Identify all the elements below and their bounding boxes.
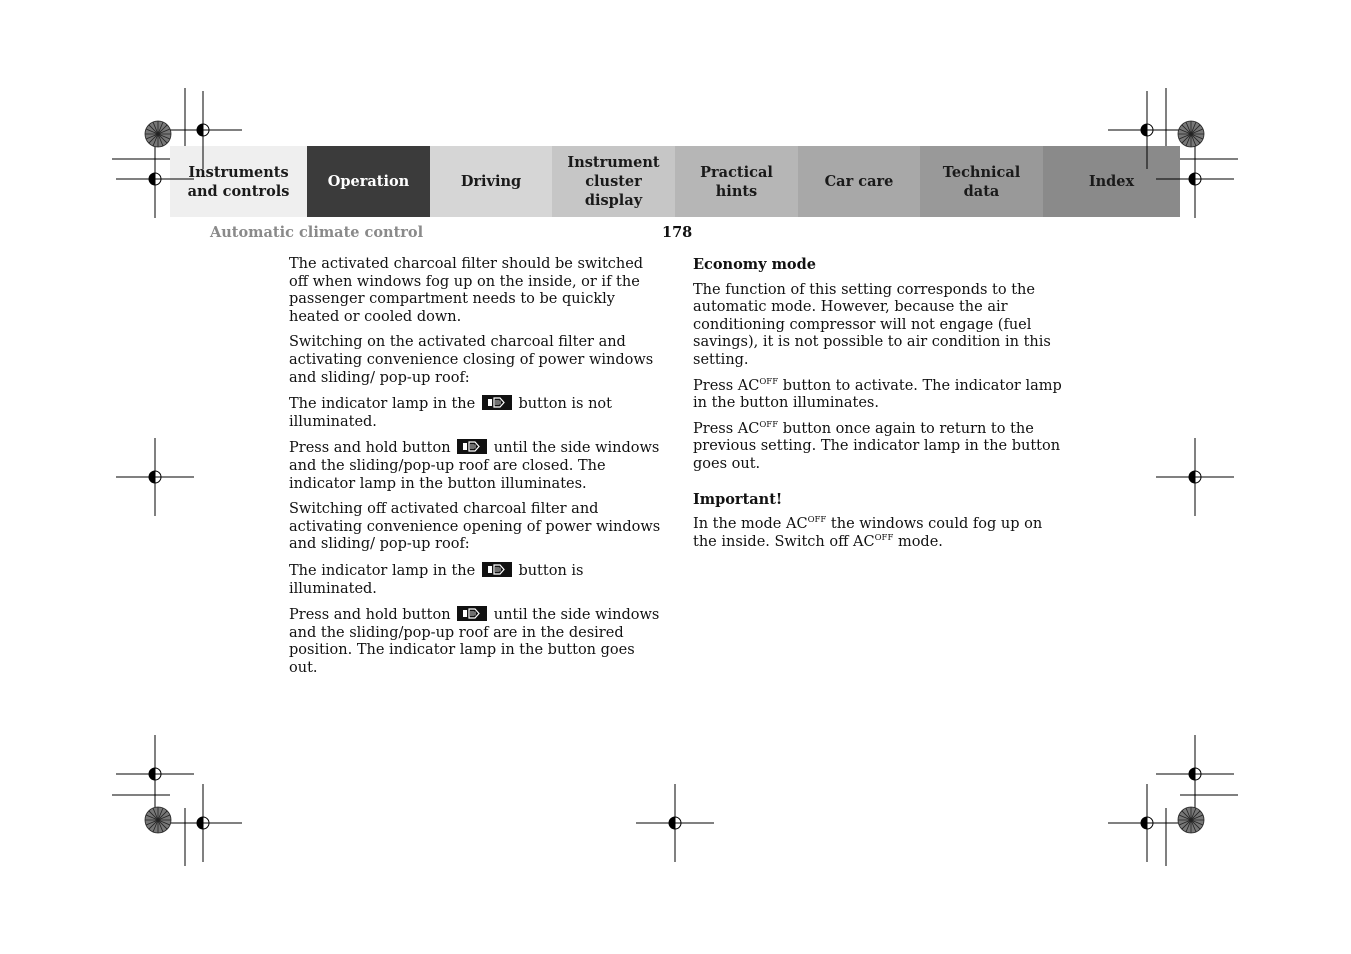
- tab-car-care[interactable]: Car care: [798, 146, 920, 217]
- text: button to activate. The indicator lamp in the button illuminates.: [693, 377, 1062, 412]
- paragraph: Switching off activated charcoal filter and activating convenience opening of power windows and sliding/ pop-up roof:: [289, 501, 661, 553]
- text: until the side windows and the sliding/pop-up roof are closed. The indicator lamp in the button illuminates.: [289, 440, 660, 492]
- tab-technical-data[interactable]: Technical data: [920, 146, 1043, 217]
- text: Press and hold button: [289, 440, 451, 457]
- paragraph: The activated charcoal filter should be switched off when windows fog up on the inside, or if the passenger compartment needs to be quickly heated or cooled down.: [289, 256, 644, 325]
- text: the windows could fog up on the inside. Switch off AC: [693, 516, 1043, 550]
- registration-mark: [636, 784, 714, 862]
- registration-mark: [1108, 784, 1186, 862]
- registration-mark: [1108, 91, 1186, 169]
- tab-operation[interactable]: Operation: [307, 146, 430, 217]
- heading-important: Important!: [693, 490, 783, 508]
- registration-mark: [116, 735, 194, 813]
- registration-mark: [1156, 735, 1234, 813]
- superscript: OFF: [759, 419, 779, 430]
- tab-instruments-and-controls[interactable]: Instruments and controls: [170, 146, 307, 217]
- text: The indicator lamp in the: [289, 562, 476, 579]
- heading-economy-mode: Economy mode: [693, 256, 816, 273]
- paragraph: Switching on the activated charcoal filter and activating convenience closing of power windows and sliding/ pop-up roof:: [289, 334, 654, 386]
- registration-mark: [1156, 140, 1234, 218]
- text: button once again to return to the previous setting. The indicator lamp in the button goes out.: [693, 420, 1061, 472]
- tab-driving[interactable]: Driving: [430, 146, 552, 217]
- registration-mark: [1156, 438, 1234, 516]
- color-rosette: [1178, 807, 1204, 833]
- paragraph: The function of this setting corresponds to the automatic mode. However, because the air conditioning compressor will not engage (fuel savings), it is not possible to air condition in this setting.: [693, 281, 1051, 368]
- text: button is not illuminated.: [289, 396, 612, 430]
- tab-index[interactable]: Index: [1043, 146, 1180, 217]
- registration-mark: [116, 140, 194, 218]
- text: until the side windows and the sliding/pop-up roof are in the desired position. The indicator lamp in the button goes out.: [289, 607, 660, 676]
- trim-lines: [112, 88, 1238, 866]
- color-rosette: [145, 121, 171, 147]
- text: Press and hold button: [289, 607, 451, 624]
- registration-mark: [116, 438, 194, 516]
- text: button is illuminated.: [289, 562, 584, 597]
- superscript: OFF: [807, 515, 827, 526]
- text: Press AC: [693, 377, 760, 394]
- text: Press AC: [693, 420, 760, 437]
- registration-mark: [164, 91, 242, 169]
- registration-mark: [164, 784, 242, 862]
- superscript: OFF: [759, 376, 779, 387]
- color-rosette: [1178, 121, 1204, 147]
- section-title: Automatic climate control: [210, 224, 424, 241]
- page-number: 178: [662, 224, 693, 241]
- tab-practical-hints[interactable]: Practical hints: [675, 146, 798, 217]
- text: mode.: [893, 533, 943, 550]
- color-rosette: [145, 807, 171, 833]
- superscript: OFF: [874, 532, 894, 543]
- text: The indicator lamp in the: [289, 396, 476, 413]
- text: In the mode AC: [693, 516, 808, 533]
- tab-instrument-cluster-display[interactable]: Instrument cluster display: [552, 146, 675, 217]
